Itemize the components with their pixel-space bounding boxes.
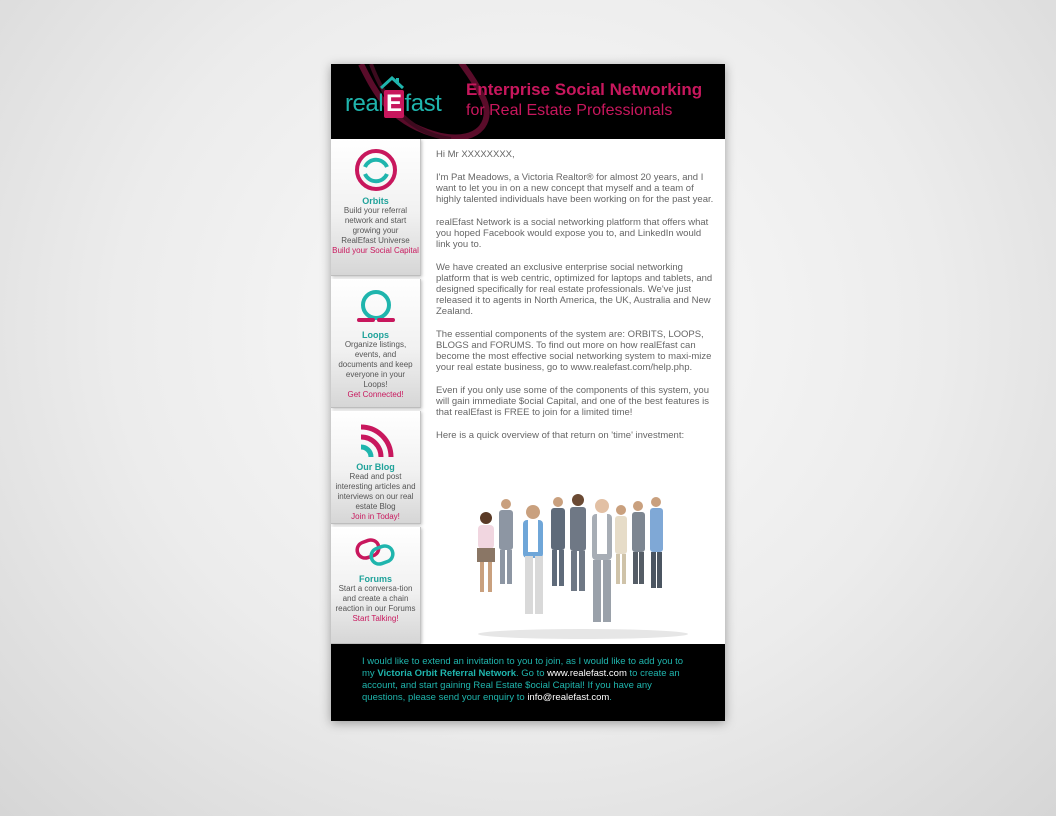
letter-paragraph: realEfast Network is a social networking platform that offers what you hoped Facebook would expose you to, and LinkedIn would link you to. bbox=[436, 217, 709, 250]
footer-website-link[interactable]: www.realefast.com bbox=[547, 668, 627, 679]
footer-text-3: to create an account, and start gaining Real Estate $ocial Capital! If you have any questions, please send your enquiry to bbox=[362, 668, 680, 703]
logo-text-real: real bbox=[345, 90, 384, 117]
footer-network-name: Victoria Orbit Referral Network bbox=[377, 668, 516, 679]
letter-paragraph: I'm Pat Meadows, a Victoria Realtor® for almost 20 years, and I want to let you in on a new concept that myself and a team of highly talented individuals have been working on for the past year. bbox=[436, 172, 714, 205]
logo-text-e: E bbox=[386, 90, 402, 117]
orbits-desc: Build your referral network and start growing your RealEfast Universe bbox=[341, 206, 410, 245]
logo-text bbox=[345, 90, 441, 118]
blog-desc: Read and post interesting articles and interviews on our real estate Blog bbox=[335, 472, 416, 511]
header-subtitle: for Real Estate Professionals bbox=[466, 102, 673, 119]
loops-cta[interactable]: Get Connected! bbox=[347, 390, 404, 399]
loops-card[interactable] bbox=[331, 279, 421, 408]
forums-desc: Start a conversa-tion and create a chain reaction in our Forums bbox=[335, 584, 416, 613]
forums-card[interactable] bbox=[331, 527, 421, 644]
footer-text-2: . Go to bbox=[516, 668, 548, 679]
loops-icon bbox=[353, 287, 399, 327]
orbits-card[interactable] bbox=[331, 139, 421, 276]
blog-title: Our Blog bbox=[356, 462, 395, 472]
letter-paragraph: The essential components of the system are: ORBITS, LOOPS, BLOGS and FORUMS. To find out more on how realEfast can become the most effective social networking system to maxi-mize your real estate business, go to www.realefast.com/help.php. bbox=[436, 329, 712, 373]
sidebar bbox=[331, 139, 421, 644]
letter-paragraph: We have created an exclusive enterprise social networking platform that is web centric, optimized for laptops and tablets, and designed specifically for real estate professionals. We've just released it to agents in North America, the UK, Australia and New Zealand. bbox=[436, 262, 713, 317]
blog-feed-icon bbox=[353, 419, 399, 459]
blog-cta[interactable]: Join in Today! bbox=[351, 512, 400, 521]
letter-greeting: Hi Mr XXXXXXXX, bbox=[436, 149, 515, 160]
flyer bbox=[331, 64, 725, 721]
header-banner bbox=[331, 64, 725, 139]
letter-body bbox=[436, 149, 714, 453]
loops-title: Loops bbox=[362, 330, 389, 340]
logo-text-fast: fast bbox=[404, 90, 442, 117]
loops-desc: Organize listings, events, and documents and keep everyone in your Loops! bbox=[338, 340, 413, 389]
forums-cta[interactable]: Start Talking! bbox=[352, 614, 399, 623]
letter-paragraph: Even if you only use some of the components of this system, you will gain immediate $ocial Capital, and one of the best features is that realEfast is FREE to join for a limited time! bbox=[436, 385, 710, 418]
blog-card[interactable] bbox=[331, 411, 421, 524]
header-title: Enterprise Social Networking bbox=[466, 80, 703, 99]
footer-text-4: . bbox=[609, 692, 612, 703]
house-icon bbox=[379, 76, 405, 90]
orbits-title: Orbits bbox=[362, 196, 389, 206]
business-people-photo bbox=[466, 492, 700, 640]
orbits-cta[interactable]: Build your Social Capital bbox=[332, 246, 419, 255]
forums-title: Forums bbox=[358, 574, 392, 584]
orbits-icon bbox=[353, 147, 399, 193]
footer-email-link[interactable]: info@realefast.com bbox=[527, 692, 610, 703]
forums-chat-icon bbox=[353, 535, 399, 571]
letter-paragraph: Here is a quick overview of that return on 'time' investment: bbox=[436, 430, 685, 441]
footer-banner bbox=[331, 644, 725, 721]
footer-text-1: I would like to extend an invitation to you to join, as I would like to add you to my bbox=[362, 656, 684, 679]
footer-invitation bbox=[362, 656, 697, 704]
